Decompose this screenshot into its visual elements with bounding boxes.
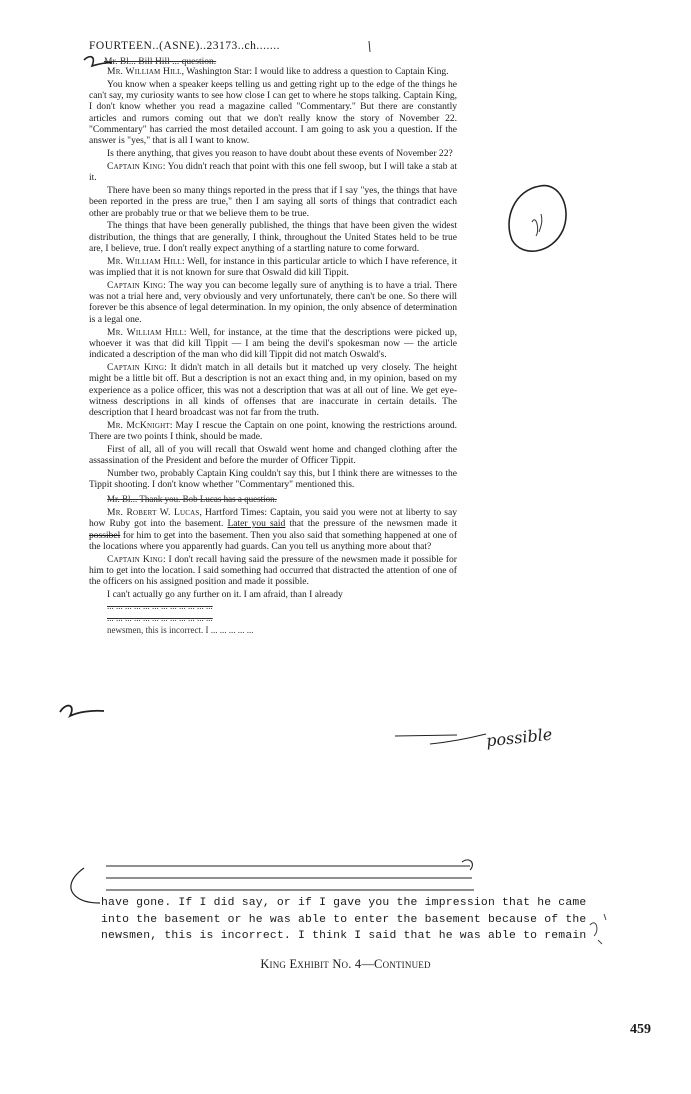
speaker: Captain King (107, 553, 164, 565)
paragraph: Mr. William Hill: Well, for instance, at the time that the descriptions were picked up, whoever it was that did kill Tippit — I am being the devil's spokesman now — the article indicated a description of the man who did kill Tippit did not match Oswald's. (89, 326, 457, 361)
struck-out-line: Mr. Bl... Thank you. Bob Lucas has a question. (107, 493, 277, 504)
typed-line: into the basement or he was able to enter the basement because of the (101, 913, 587, 926)
paragraph: The things that have been generally published, the things that have been given the widest distribution, the things that are generally, I think, throughout the United States held to be true are, I believe, true. I don't really expect anything of a startling nature to come forward. (89, 220, 457, 254)
typed-line: have gone. If I did say, or if I gave you the impression that he came (101, 897, 587, 909)
struck-word: possibel (89, 529, 121, 541)
paragraph-lucas: Mr. Robert W. Lucas, Hartford Times: Captain, you said you were not at liberty to say how Ruby got into the basement. Later you said that the pressure of the newsmen made it possibel for him to get into the basement. Then you also said that something happened at one of the locations where you apparently had guards. Can you tell us anything more about that? (89, 506, 458, 552)
underlined-phrase: Later you said (227, 518, 286, 530)
speaker: Mr. William Hill (107, 326, 184, 338)
speaker: Mr. McKnight (107, 419, 170, 431)
paragraph: Captain King: The way you can become legally sure of anything is to have a trial. There was not a trial here and, very obviously and very unfortunately, there can't be one. So there will forever be this absence of legal determination. In my opinion, the only absence of determination is a legal one. (89, 279, 457, 325)
typewritten-insert (101, 895, 587, 945)
page-header: FOURTEEN..(ASNE)..23173..ch....... (89, 40, 281, 52)
paragraph: First of all, all of you will recall that Oswald went home and changed clothing after the assassination of the President and before the murder of Officer Tippit. (89, 444, 457, 467)
garbled-line: ... ... ... ... ... ... ... ... ... ... ... ... (107, 613, 213, 624)
paragraph: Is there anything, that gives you reason to have doubt about these events of November 22? (107, 148, 453, 160)
scribble-mark (590, 914, 606, 944)
paragraph: Number two, probably Captain King couldn't say this, but I think there are witnesses to the Tippit shooting. I don't know whether "Commentary" mentioned this. (89, 468, 457, 491)
garbled-line: newsmen, this is incorrect. I ... ... ... ... ... (107, 625, 254, 636)
pen-underline (395, 735, 457, 736)
paragraph: Mr. William Hill, Washington Star: I would like to address a question to Captain King. (107, 66, 449, 77)
page-number: 459 (630, 1022, 651, 1037)
circled-mark-inner (532, 214, 542, 236)
pen-tick-top (369, 41, 370, 52)
paragraph: Captain King: You didn't reach that point with this one fell swoop, but I will take a stab at it. (89, 160, 457, 184)
body-text (89, 66, 457, 637)
paragraph: There have been so many things reported in the press that if I say "yes, the things that have been reported in the press are true," then I am saying all sorts of things that contradict each other are probably true or that we believe them to be true. (89, 184, 457, 219)
speaker: Mr. William Hill (107, 255, 182, 267)
paragraph: I can't actually go any further on it. I am afraid, than I already (107, 589, 343, 601)
speaker: Mr. William Hill (107, 66, 182, 77)
pen-mark-struck-line (60, 706, 104, 716)
circled-mark (509, 186, 566, 252)
garbled-line: ... ... ... ... ... ... ... ... ... ... ... ... (107, 601, 213, 612)
speaker: Captain King (107, 361, 165, 373)
paragraph: Mr. McKnight: May I rescue the Captain on one point, knowing the restrictions around. There are two points I think, should be made. (89, 419, 458, 443)
pen-leader-line (430, 734, 486, 744)
typed-line: newsmen, this is incorrect. I think I said that he was able to remain (101, 930, 587, 942)
struck-header-line: Mr. Bl... Bill Hill ... question. (104, 57, 217, 67)
paragraph: Mr. William Hill: Well, for instance in this particular article to which I have reference, it was implied that it is not known for sure that Oswald did kill Tippit. (89, 255, 457, 279)
handwritten-margin-note: possible (485, 724, 554, 751)
pen-curl (462, 860, 472, 870)
speaker: Mr. Robert W. Lucas (107, 506, 200, 518)
speaker: Captain King (107, 279, 164, 291)
exhibit-caption: King Exhibit No. 4—Continued (260, 957, 431, 971)
paragraph: Captain King: I don't recall having said the pressure of the newsmen made it possible for him to get into the location. I said something had occurred that distracted the attention of one of the officers on his assigned position and made it possible. (89, 553, 457, 588)
paragraph: Captain King: It didn't match in all details but it matched up very closely. The height might be a little bit off. But a description is not an exact thing and, in my opinion, based on my experience as a police officer, this was not a description that was at all out of line. We get eye-witness descriptions in all kinds of offenses that are inaccurate in certain details. The description that I heard broadcast was not far from the truth. (89, 361, 457, 419)
speaker: Captain King (107, 160, 163, 172)
paragraph: You know when a speaker keeps telling us and getting right up to the edge of the things he can't say, my curiosity wants to see how close I can get to where he stops talking. Captain King, I don't know whether you read a magazine called "Commentary." But there are constantly articles and rumors coming out that we don't really know the story of November 22. "Commentary" has carried the most detailed account. I am going to ask you a question. If the answer is "yes," that is all I want to know. (89, 78, 457, 147)
insertion-bracket (71, 868, 100, 903)
